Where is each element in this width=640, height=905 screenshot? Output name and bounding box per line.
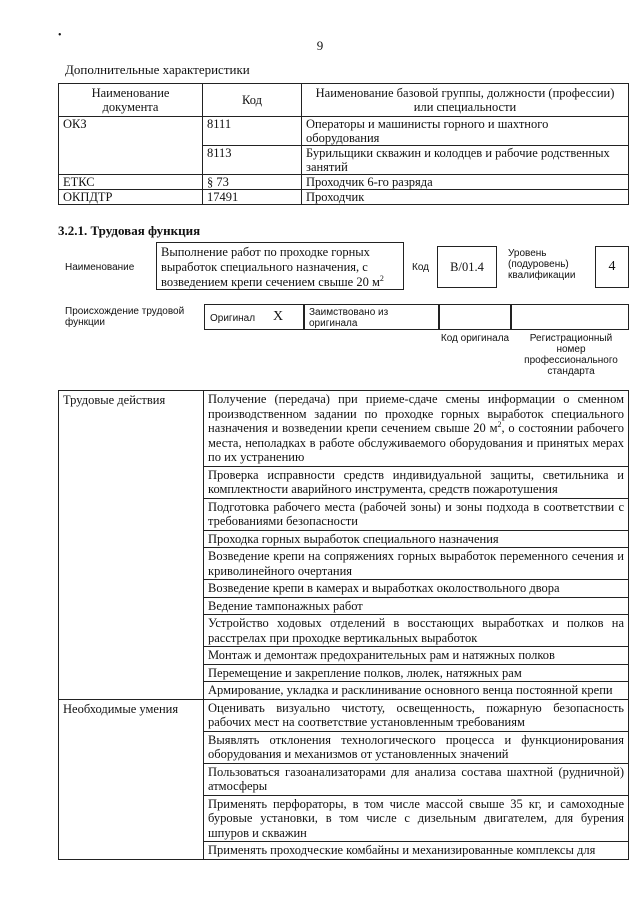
level-box: 4	[595, 246, 629, 288]
table-row	[59, 699, 629, 731]
skill-item: Пользоваться газоанализаторами для анализа состава шахтной (рудничной) атмосферы	[204, 763, 629, 795]
action-item: Проверка исправности средств индивидуальной защиты, светильника и комплектности аварийного инструмента, средств пожаротушения	[204, 466, 629, 498]
table-row	[59, 175, 629, 190]
action-item: Получение (передача) при приеме-сдаче смены информации о сменном производственном задании по проходке горных выработок специального назначения и возведении крепи сечением свыше 20 $м^2$, о состоянии рабочего места, неполадках в работе обслуживаемого оборудования и принятых мерах по их устранению	[204, 391, 629, 467]
page-number: 9	[316, 38, 324, 53]
function-heading: 3.2.1. Трудовая функция	[58, 223, 201, 238]
table-row	[59, 190, 629, 205]
skill-item: Оценивать визуально чистоту, освещенность, пожарную безопасность рабочих мест на соответствие установленным требованиям	[204, 699, 629, 731]
reg-number-cell	[511, 304, 629, 330]
name-cell: Проходчик 6-го разряда	[302, 175, 629, 190]
name-cell: Проходчик	[302, 190, 629, 205]
table-row	[59, 117, 629, 146]
name-cell: Бурильщики скважин и колодцев и рабочие родственных занятий	[302, 146, 629, 175]
action-item: Возведение крепи в камерах и выработках околоствольного двора	[204, 580, 629, 598]
table-header-row	[59, 84, 629, 117]
skill-item: Применять перфораторы, в том числе массой свыше 35 кг, и самоходные буровые установки, в том числе с дизельным двигателем, для бурения шпуров и скважин	[204, 795, 629, 842]
function-name-text: Выполнение работ по проходке горных выработок специального назначения, с возведением крепи сечением свыше 20 м	[161, 245, 380, 289]
additional-table	[58, 83, 629, 205]
col-code-header: Код	[203, 84, 302, 117]
name-cell: Операторы и машинисты горного и шахтного оборудования	[302, 117, 629, 146]
code-label: Код	[412, 262, 430, 273]
action-item: Монтаж и демонтаж предохранительных рам и натяжных полков	[204, 647, 629, 665]
col-name-header: Наименование базовой группы, должности (профессии) или специальности	[302, 84, 629, 117]
action-item: Армирование, укладка и расклинивание основного венца постоянной крепи	[204, 682, 629, 700]
code-cell: § 73	[203, 175, 302, 190]
action-item: Проходка горных выработок специального назначения	[204, 530, 629, 548]
code-original-cell	[439, 304, 511, 330]
action-item: Перемещение и закрепление полков, люлек, натяжных рам	[204, 664, 629, 682]
borrowed-label: Заимствовано из оригинала	[309, 307, 389, 329]
skill-item: Выявлять отклонения технологического процесса и функционирования оборудования и механизмов от установленных значений	[204, 731, 629, 763]
doc-cell: ОКЗ	[59, 117, 203, 175]
reg-number-label: Регистрационный номер профессионального стандарта	[524, 333, 618, 377]
doc-cell: ОКПДТР	[59, 190, 203, 205]
page-mark: •	[58, 30, 62, 41]
table-row	[59, 391, 629, 467]
code-cell: 17491	[203, 190, 302, 205]
borrowed-cell	[304, 304, 439, 330]
code-cell: 8111	[203, 117, 302, 146]
origin-label: Происхождение трудовой функции	[65, 306, 185, 328]
doc-cell: ЕТКС	[59, 175, 203, 190]
original-label: Оригинал	[210, 313, 256, 324]
action-item: Подготовка рабочего места (рабочей зоны) и зоны подхода в соответствии с требованиями безопасности	[204, 498, 629, 530]
code-cell: 8113	[203, 146, 302, 175]
skills-label: Необходимые умения	[59, 699, 204, 859]
action-item: Возведение крепи на сопряжениях горных выработок переменного сечения и криволинейного очертания	[204, 548, 629, 580]
additional-heading: Дополнительные характеристики	[65, 62, 250, 77]
function-content-table	[58, 390, 629, 860]
col-doc-header: Наименование документа	[59, 84, 203, 117]
level-label: Уровень (подуровень) квалификации	[508, 248, 576, 281]
function-name-sup: 2	[379, 273, 384, 283]
name-label: Наименование	[65, 262, 135, 273]
actions-label: Трудовые действия	[59, 391, 204, 700]
action-item: Устройство ходовых отделений в восстающих выработках и полков на расстрелах при проходке вертикальных выработок	[204, 615, 629, 647]
function-code-box: В/01.4	[437, 246, 497, 288]
code-original-label: Код оригинала	[440, 333, 510, 344]
origin-row	[204, 304, 629, 330]
function-name-box	[156, 242, 404, 290]
action-item: Ведение тампонажных работ	[204, 597, 629, 615]
original-mark: X	[273, 309, 284, 324]
skill-item: Применять проходческие комбайны и механизированные комплексы для	[204, 842, 629, 860]
original-cell	[204, 304, 304, 330]
